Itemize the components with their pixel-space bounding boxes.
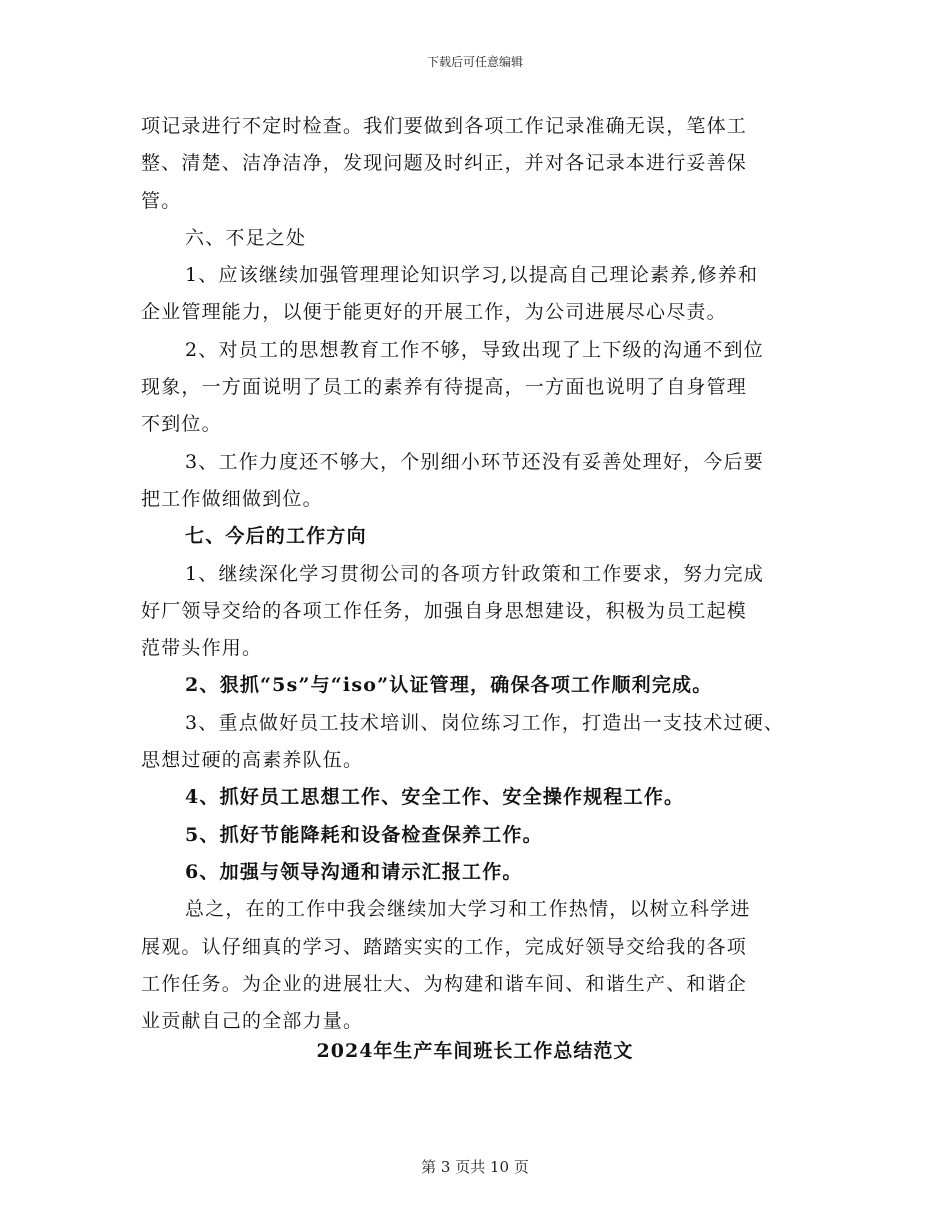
- body-line: 2、对员工的思想教育工作不够，导致出现了上下级的沟通不到位: [185, 338, 764, 361]
- body-line: 整、清楚、洁净洁净，发现问题及时纠正，并对各记录本进行妥善保: [141, 152, 748, 175]
- body-line: 不到位。: [141, 413, 222, 436]
- body-line: 1、应该继续加强管理理论知识学习,以提高自己理论素养,修养和: [185, 264, 759, 287]
- body-line: 1、继续深化学习贯彻公司的各项方针政策和工作要求，努力完成: [185, 562, 764, 585]
- body-line: 项记录进行不定时检查。我们要做到各项工作记录准确无误，笔体工: [141, 115, 748, 137]
- body-line: 业贡献自己的全部力量。: [141, 1010, 364, 1033]
- bold-item: 5、抓好节能降耗和设备检查保养工作。: [185, 823, 543, 846]
- body-line: 管。: [141, 189, 182, 212]
- body-line: 3、工作力度还不够大，个别细小环节还没有妥善处理好，今后要: [185, 450, 764, 473]
- body-line: 好厂领导交给的各项工作任务，加强自身思想建设，积极为员工起模: [141, 599, 748, 622]
- body-line: 展观。认仔细真的学习、踏踏实实的工作，完成好领导交给我的各项: [141, 935, 748, 958]
- page-header: 下载后可任意编辑: [426, 55, 523, 69]
- body-line: 3、重点做好员工技术培训、岗位练习工作，打造出一支技术过硬、: [185, 711, 785, 734]
- document-body: [141, 108, 831, 1040]
- page-footer: 第 3 页共 10 页: [421, 1158, 529, 1176]
- body-line: 把工作做细做到位。: [141, 487, 323, 510]
- body-line: 范带头作用。: [141, 637, 263, 660]
- body-line: 企业管理能力，以便于能更好的开展工作，为公司进展尽心尽责。: [141, 301, 727, 324]
- bold-item: 6、加强与领导沟通和请示汇报工作。: [185, 860, 523, 883]
- body-line: 思想过硬的高素养队伍。: [141, 749, 364, 772]
- bold-item: 2、狠抓“5s”与“iso”认证管理，确保各项工作顺利完成。: [185, 674, 713, 697]
- body-line: 工作任务。为企业的进展壮大、为构建和谐车间、和谐生产、和谐企: [141, 972, 748, 995]
- bold-item: 4、抓好员工思想工作、安全工作、安全操作规程工作。: [185, 786, 685, 809]
- next-section-title: 2024年生产车间班长工作总结范文: [316, 1040, 634, 1062]
- section-heading: 七、今后的工作方向: [185, 525, 367, 548]
- section-heading: 六、不足之处: [185, 226, 307, 249]
- body-line: 总之，在的工作中我会继续加大学习和工作热情，以树立科学进: [185, 898, 751, 921]
- body-line: 现象，一方面说明了员工的素养有待提高，一方面也说明了自身管理: [141, 376, 748, 399]
